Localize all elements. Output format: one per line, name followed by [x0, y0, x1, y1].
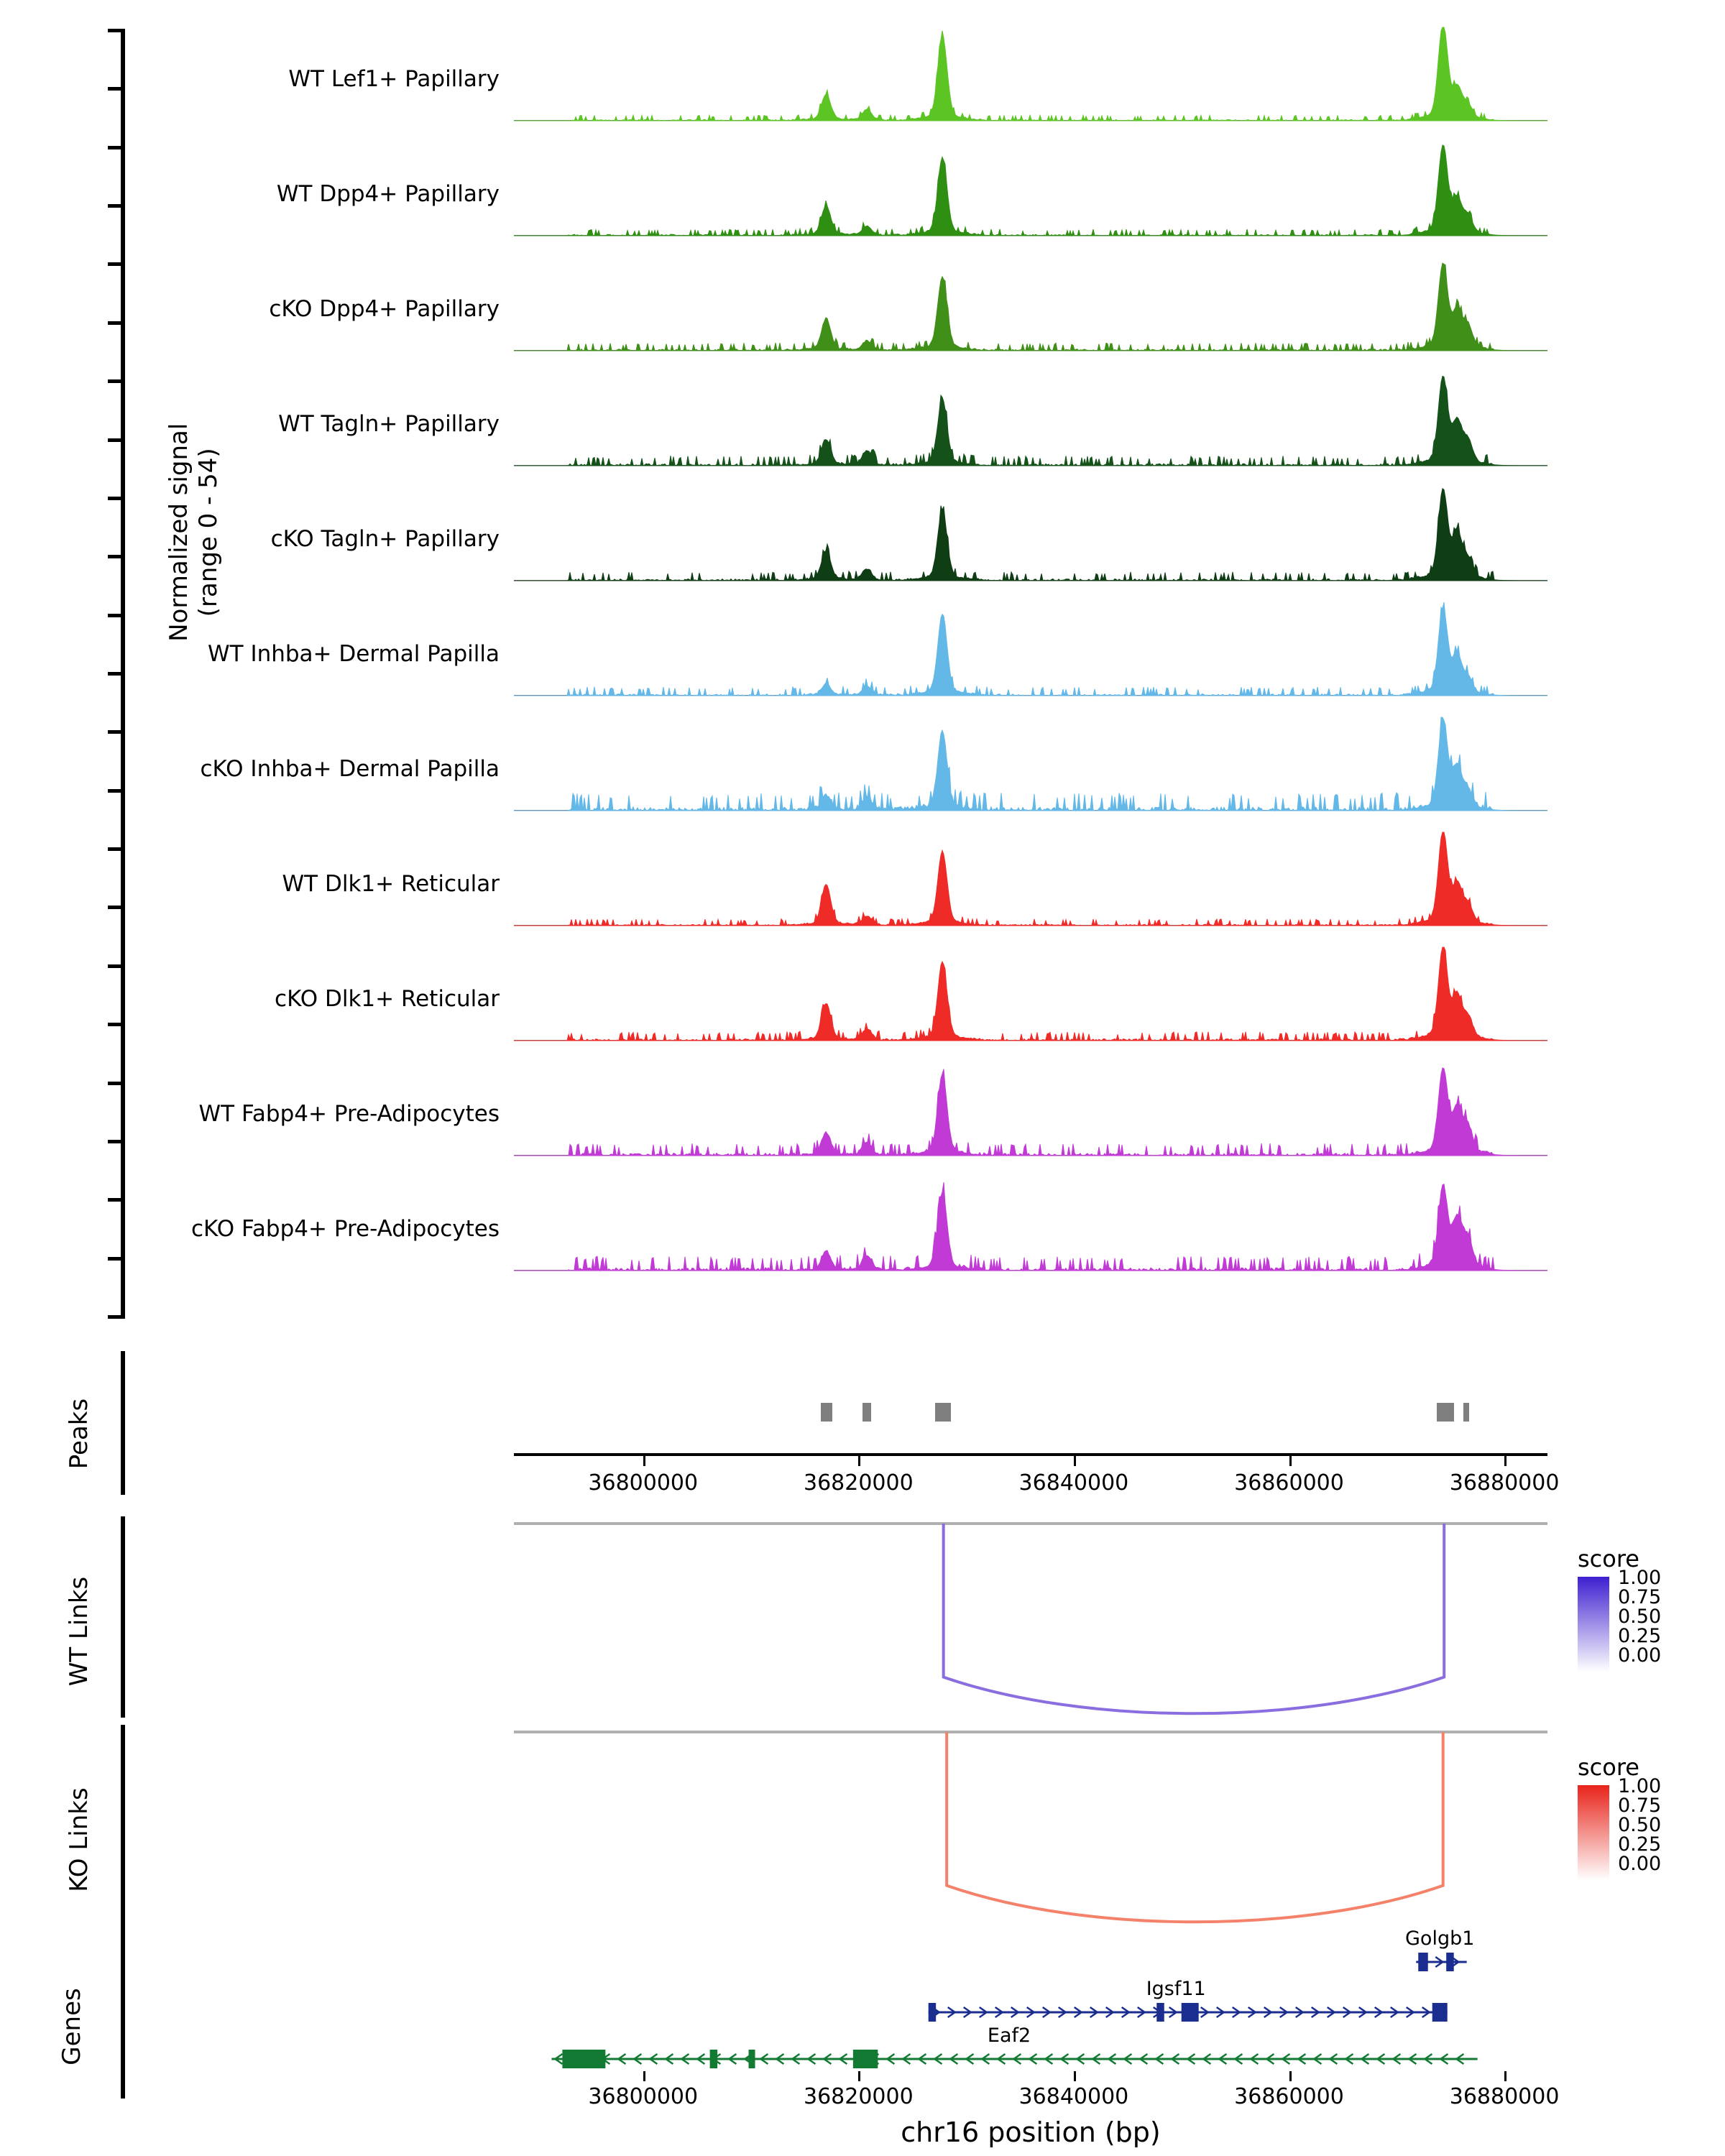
y-axis-label-line1: Normalized signal — [165, 423, 194, 642]
genome-axis-tick — [1074, 1456, 1076, 1466]
wt-links-track — [514, 1516, 1547, 1718]
genome-axis-tick — [643, 2071, 645, 2081]
genome-axis-tick-label: 36820000 — [803, 2084, 914, 2109]
signal-track-label: WT Inhba+ Dermal Papilla — [208, 641, 500, 667]
genes-track — [514, 1912, 1547, 2099]
genome-axis-tick — [1504, 1456, 1506, 1466]
signal-track-label: WT Lef1+ Papillary — [288, 66, 500, 92]
signal-track — [0, 482, 1725, 596]
signal-track-label: WT Fabp4+ Pre-Adipocytes — [198, 1101, 500, 1127]
genome-axis-tick — [1074, 2071, 1076, 2081]
genome-axis-labels-bottom — [514, 2084, 1560, 2116]
signal-track — [0, 1171, 1725, 1286]
gene-exon — [1446, 1953, 1453, 1971]
ko-links-legend-title: score — [1578, 1754, 1639, 1781]
y-axis-label-line2: (range 0 - 54) — [194, 448, 223, 617]
genome-axis-tick-label: 36800000 — [588, 1470, 699, 1496]
link-arc — [947, 1732, 1443, 1922]
peak-region — [862, 1403, 871, 1422]
signal-track-label: WT Dpp4+ Papillary — [276, 181, 500, 207]
ko-links-track — [514, 1725, 1547, 1926]
signal-track-plot — [514, 137, 1547, 252]
signal-track-label: WT Tagln+ Papillary — [278, 411, 500, 437]
signal-track — [0, 367, 1725, 482]
signal-track-plot — [514, 826, 1547, 941]
signal-axis-tick — [108, 1315, 125, 1319]
signal-track — [0, 137, 1725, 252]
signal-track — [0, 252, 1725, 367]
signal-track-plot — [514, 367, 1547, 482]
signal-track-plot — [514, 1056, 1547, 1171]
gene-exon — [929, 2003, 936, 2022]
genome-axis-tick-label: 36880000 — [1449, 2084, 1560, 2109]
wt-links-spine — [121, 1516, 125, 1718]
signal-track-label: cKO Dlk1+ Reticular — [275, 986, 500, 1012]
genome-axis-labels-top — [514, 1470, 1560, 1502]
peak-region — [1437, 1403, 1454, 1422]
gene-exon — [1432, 2003, 1448, 2022]
gene-exon — [1156, 2003, 1164, 2022]
x-axis-title: chr16 position (bp) — [901, 2116, 1161, 2148]
gene-exon — [853, 2050, 878, 2068]
signal-track-plot — [514, 482, 1547, 596]
genome-axis-tick-label: 36840000 — [1018, 2084, 1129, 2109]
wt-links-legend-colorbar — [1578, 1577, 1609, 1672]
ko-links-spine — [121, 1725, 125, 1926]
signal-track-label: cKO Fabp4+ Pre-Adipocytes — [191, 1216, 500, 1242]
ko-links-legend — [1578, 1754, 1714, 1875]
gene-label: Golgb1 — [1405, 1927, 1475, 1950]
gene-label: Eaf2 — [987, 2024, 1031, 2047]
gene-exon — [710, 2050, 717, 2068]
peak-region — [821, 1403, 832, 1422]
wt-links-section-label: WT Links — [65, 1576, 93, 1687]
signal-track-label: cKO Dpp4+ Papillary — [269, 296, 500, 322]
signal-track-plot — [514, 941, 1547, 1056]
peaks-spine — [121, 1351, 125, 1495]
signal-track — [0, 596, 1725, 711]
ko-links-legend-colorbar — [1578, 1785, 1609, 1880]
genome-axis-tick-label: 36820000 — [803, 1470, 914, 1496]
genome-axis-tick-label: 36840000 — [1018, 1470, 1129, 1496]
ko-links-legend-ticks: 1.00 0.75 0.50 0.25 0.00 — [1618, 1775, 1662, 1875]
signal-track — [0, 1056, 1725, 1171]
genome-axis-tick — [858, 1456, 860, 1466]
peaks-section-label: Peaks — [65, 1398, 93, 1470]
genome-axis-ticks-top — [514, 1456, 1547, 1466]
ko-links-section-label: KO Links — [65, 1787, 93, 1892]
genome-axis-tick — [643, 1456, 645, 1466]
signal-track-plot — [514, 596, 1547, 711]
wt-links-legend-ticks: 1.00 0.75 0.50 0.25 0.00 — [1618, 1567, 1662, 1667]
signal-track-plot — [514, 1171, 1547, 1286]
genome-axis-tick-label: 36860000 — [1234, 2084, 1344, 2109]
genome-axis-ticks-bottom — [514, 2071, 1547, 2081]
signal-track — [0, 22, 1725, 137]
gene-exon — [562, 2050, 605, 2068]
genome-axis-tick-label: 36860000 — [1234, 1470, 1344, 1496]
signal-tracks — [0, 22, 1725, 1286]
wt-links-legend-title: score — [1578, 1545, 1639, 1572]
signal-track — [0, 941, 1725, 1056]
signal-track-plot — [514, 711, 1547, 826]
signal-track-label: WT Dlk1+ Reticular — [282, 871, 500, 897]
signal-track-label: cKO Inhba+ Dermal Papilla — [200, 756, 500, 782]
gene-exon — [1418, 1953, 1427, 1971]
genome-axis-tick — [1504, 2071, 1506, 2081]
genome-axis-tick — [1289, 1456, 1292, 1466]
genome-axis-tick-label: 36880000 — [1449, 1470, 1560, 1496]
signal-track-label: cKO Tagln+ Papillary — [270, 526, 500, 552]
signal-track-plot — [514, 252, 1547, 367]
genome-axis-tick — [1289, 2071, 1292, 2081]
wt-links-legend — [1578, 1545, 1714, 1667]
genome-axis-tick-label: 36800000 — [588, 2084, 699, 2109]
signal-track — [0, 711, 1725, 826]
peak-region — [1463, 1403, 1468, 1422]
signal-track-plot — [514, 22, 1547, 137]
gene-exon — [1182, 2003, 1199, 2022]
peak-region — [935, 1403, 951, 1422]
link-arc — [944, 1524, 1445, 1713]
genes-spine — [121, 1926, 125, 2099]
gene-exon — [749, 2050, 755, 2068]
gene-label: Igsf11 — [1146, 1978, 1206, 2000]
genes-section-label: Genes — [58, 1988, 86, 2065]
genome-axis-tick — [858, 2071, 860, 2081]
signal-track — [0, 826, 1725, 941]
